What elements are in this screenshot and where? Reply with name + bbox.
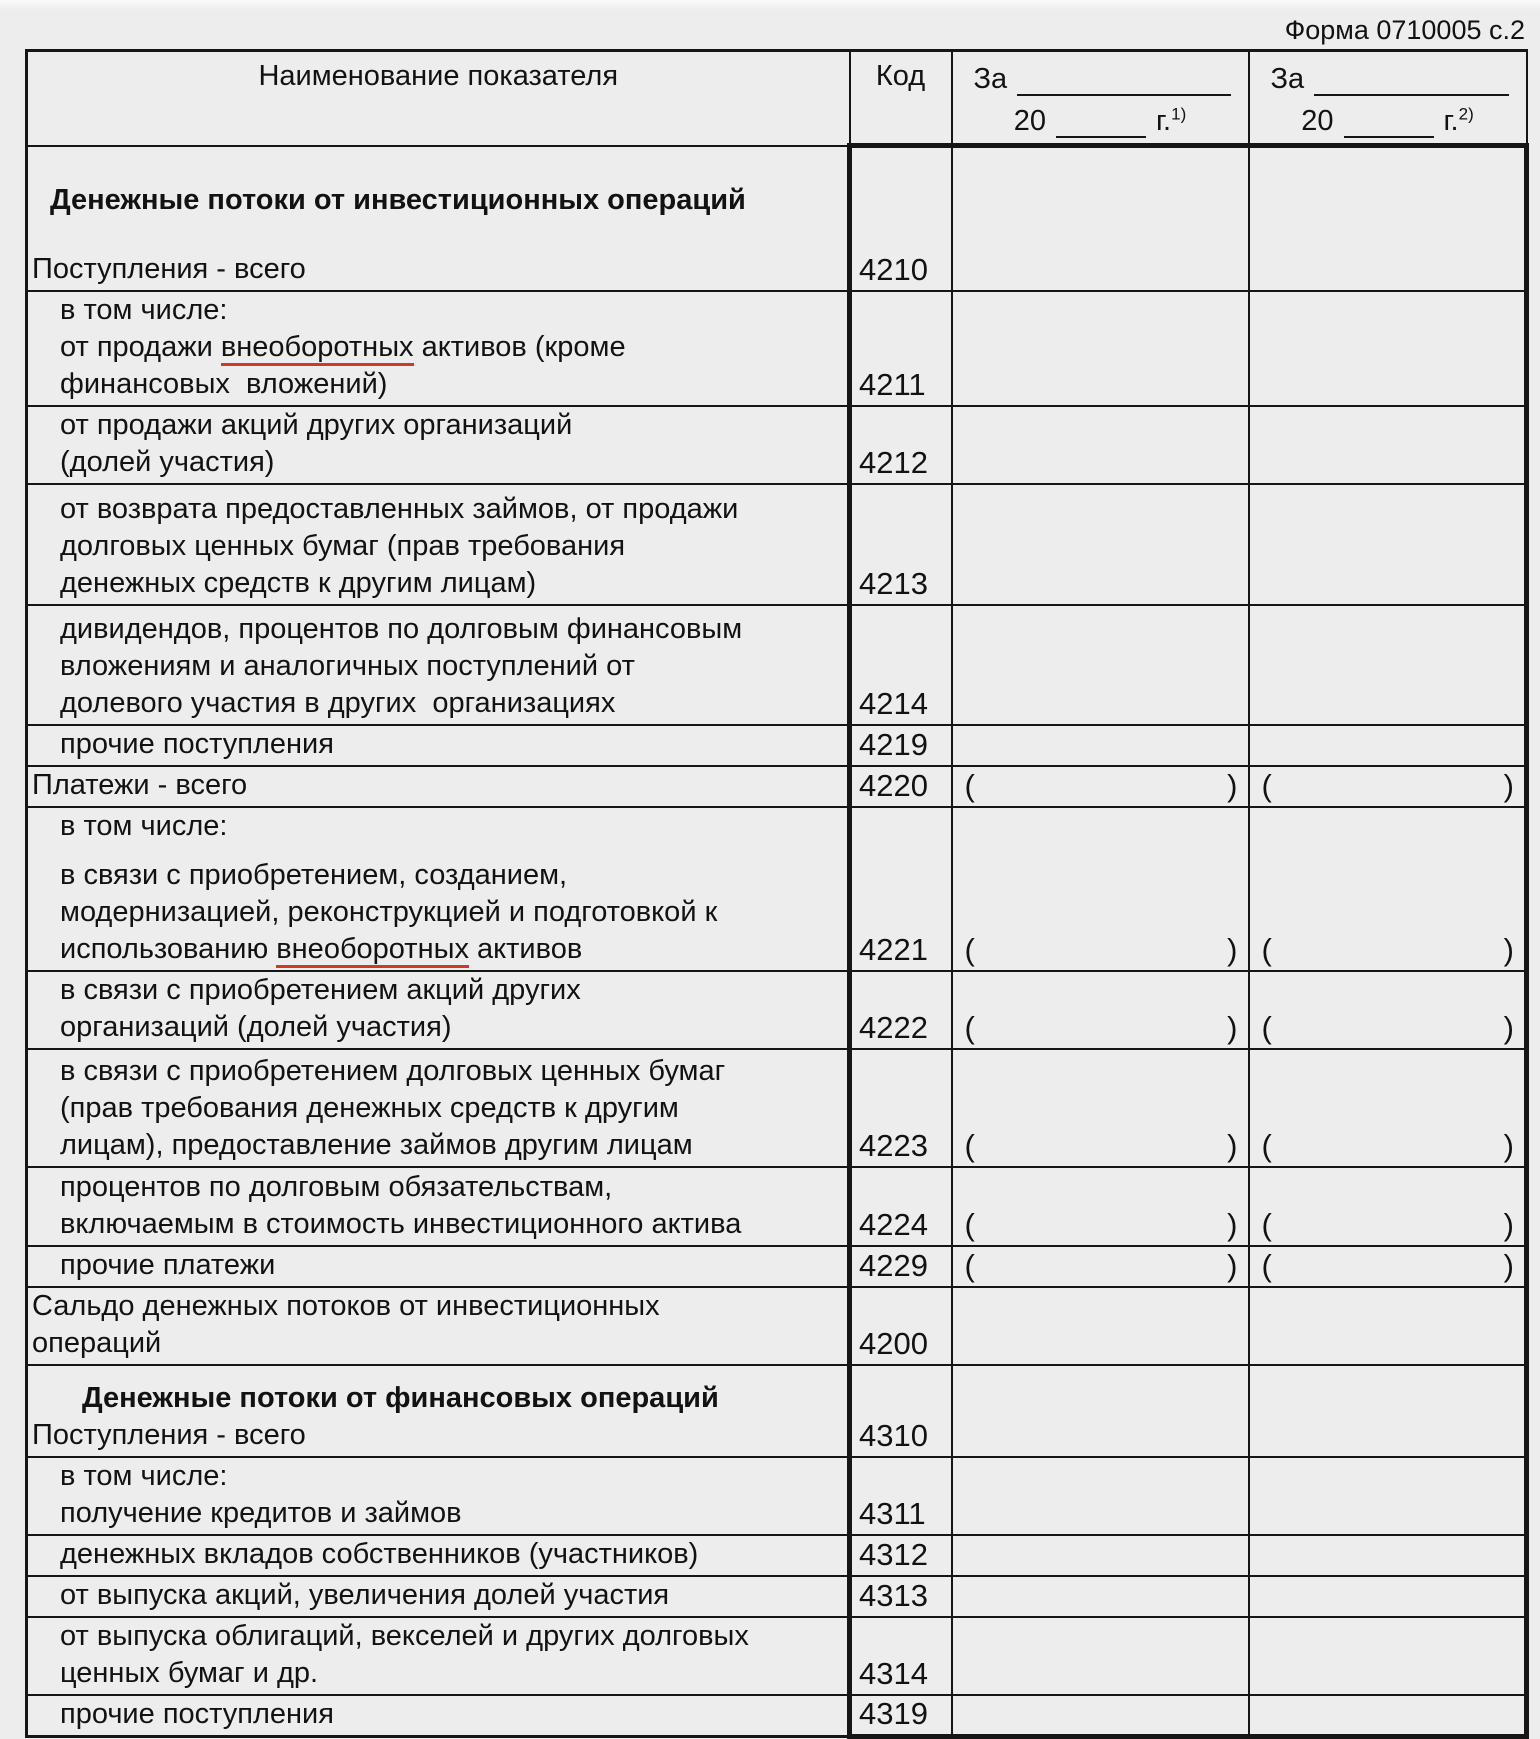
- row-code-cell: 4219: [850, 725, 952, 766]
- row-label-line: (долей участия): [60, 445, 275, 478]
- row-sublabel: в том числе:: [60, 293, 228, 326]
- row-value-cell-2: [1249, 1365, 1527, 1457]
- row-label-line: Поступления - всего: [32, 252, 306, 285]
- row-value-cell-2: [1249, 807, 1527, 971]
- table-row: [27, 146, 1527, 291]
- row-code-cell: 4229: [850, 1246, 952, 1287]
- table-row: [27, 1535, 1527, 1576]
- row-label-cell: [27, 807, 850, 971]
- row-label-cell: [27, 1535, 850, 1576]
- open-paren: (: [1261, 931, 1272, 967]
- open-paren: (: [964, 931, 975, 967]
- close-paren: ): [1227, 1206, 1238, 1242]
- amount-parentheses: [954, 1249, 1247, 1285]
- amount-parentheses: [954, 1208, 1247, 1244]
- table-body: [27, 146, 1527, 1737]
- row-label-line: прочие поступления: [60, 1697, 334, 1730]
- table-row: [27, 971, 1527, 1049]
- amount-parentheses: [954, 1011, 1247, 1047]
- row-label-line: от продажи внеоборотных активов (кроме: [32, 329, 841, 366]
- year-suffix: г.$^{1)}$: [1156, 104, 1187, 137]
- row-value-cell-2: [1249, 406, 1527, 484]
- row-label-line: (прав требования денежных средств к другим: [60, 1091, 679, 1124]
- col-header-period-2: [1249, 51, 1527, 146]
- row-label-line: использованию внеоборотных активов: [32, 931, 841, 968]
- row-label-cell: [27, 484, 850, 605]
- table-row: [27, 1457, 1527, 1535]
- row-value-cell-1: [952, 1246, 1249, 1287]
- row-value-cell-1: [952, 807, 1249, 971]
- amount-parentheses: [1251, 1129, 1524, 1165]
- close-paren: ): [1503, 1127, 1514, 1163]
- table-row: [27, 807, 1527, 971]
- table-row: [27, 766, 1527, 807]
- blank-underline: [1344, 134, 1434, 138]
- spellcheck-underline: внеоборотных: [276, 933, 469, 968]
- row-value-cell-1: [952, 1365, 1249, 1457]
- row-value-cell-2: [1249, 1617, 1527, 1695]
- row-value-cell-2: [1249, 1287, 1527, 1365]
- row-value-cell-1: [952, 971, 1249, 1049]
- amount-parentheses: [1251, 1208, 1524, 1244]
- row-code-cell: 4222: [850, 971, 952, 1049]
- blank-underline: [1017, 92, 1230, 96]
- row-label-cell: [27, 1576, 850, 1617]
- open-paren: (: [1261, 767, 1272, 803]
- open-paren: (: [1261, 1247, 1272, 1283]
- row-value-cell-1: [952, 1287, 1249, 1365]
- row-value-cell-2: [1249, 1049, 1527, 1167]
- year-prefix: 20: [1013, 105, 1047, 137]
- row-label-cell: [27, 971, 850, 1049]
- row-code-cell: 4221: [850, 807, 952, 971]
- row-label-line: прочие поступления: [60, 727, 334, 760]
- year-suffix: г.$^{2)}$: [1443, 104, 1474, 137]
- row-label-cell: [27, 1287, 850, 1365]
- row-label-cell: [27, 725, 850, 766]
- row-value-cell-2: [1249, 1535, 1527, 1576]
- row-label-line: получение кредитов и займов: [60, 1496, 462, 1529]
- row-value-cell-2: [1249, 291, 1527, 406]
- row-value-cell-1: [952, 1695, 1249, 1737]
- row-label-line: в связи с приобретением долговых ценных бумаг: [60, 1054, 726, 1087]
- row-code-cell: 4311: [850, 1457, 952, 1535]
- close-paren: ): [1503, 767, 1514, 803]
- row-code-cell: 4212: [850, 406, 952, 484]
- close-paren: ): [1227, 1009, 1238, 1045]
- close-paren: ): [1227, 1127, 1238, 1163]
- period-2-line-2: [1251, 96, 1525, 142]
- row-value-cell-2: [1249, 1695, 1527, 1737]
- row-value-cell-2: [1249, 484, 1527, 605]
- open-paren: (: [964, 1127, 975, 1163]
- row-label-cell: [27, 1617, 850, 1695]
- table-row: [27, 406, 1527, 484]
- row-code-cell: 4310: [850, 1365, 952, 1457]
- row-label-cell: [27, 146, 850, 291]
- row-value-cell-1: [952, 1576, 1249, 1617]
- section-heading: Денежные потоки от финансовых операций: [82, 1381, 719, 1414]
- row-label-line: денежных средств к другим лицам): [60, 566, 537, 599]
- col-header-indicator-name: Наименование показателя: [27, 51, 850, 146]
- row-label-line: в связи с приобретением, созданием,: [60, 858, 568, 891]
- scan-edge-artifact: [0, 0, 1540, 10]
- close-paren: ): [1503, 1206, 1514, 1242]
- row-label-cell: [27, 605, 850, 725]
- table-row: [27, 1365, 1527, 1457]
- row-label-line: модернизацией, реконструкцией и подготовкой к: [60, 895, 718, 928]
- row-code-cell: 4224: [850, 1167, 952, 1246]
- open-paren: (: [1261, 1127, 1272, 1163]
- row-label-line: Поступления - всего: [32, 1418, 306, 1451]
- col-header-code: Код: [850, 51, 952, 146]
- row-value-cell-2: [1249, 146, 1527, 291]
- close-paren: ): [1503, 931, 1514, 967]
- row-label-line: от выпуска акций, увеличения долей участия: [60, 1578, 670, 1611]
- row-label-cell: [27, 766, 850, 807]
- row-code-cell: 4312: [850, 1535, 952, 1576]
- row-label-line: в связи с приобретением акций других: [60, 973, 581, 1006]
- row-sublabel: в том числе:: [60, 1459, 228, 1492]
- amount-parentheses: [954, 769, 1247, 805]
- table-row: [27, 1246, 1527, 1287]
- row-label-cell: [27, 406, 850, 484]
- table-row: [27, 1617, 1527, 1695]
- row-value-cell-2: [1249, 1576, 1527, 1617]
- row-label-line: долевого участия в других организациях: [60, 686, 616, 719]
- row-value-cell-2: [1249, 766, 1527, 807]
- row-label-line: финансовых вложений): [60, 367, 388, 400]
- row-label-line: от продажи акций других организаций: [60, 408, 573, 441]
- amount-parentheses: [1251, 1011, 1524, 1047]
- amount-parentheses: [954, 1129, 1247, 1165]
- row-code-cell: 4211: [850, 291, 952, 406]
- period-2-line-1: [1251, 60, 1525, 96]
- row-label-line: вложениям и аналогичных поступлений от: [60, 649, 635, 682]
- row-code-cell: 4200: [850, 1287, 952, 1365]
- row-value-cell-2: [1249, 605, 1527, 725]
- row-value-cell-1: [952, 725, 1249, 766]
- row-value-cell-1: [952, 1457, 1249, 1535]
- row-value-cell-1: [952, 1535, 1249, 1576]
- close-paren: ): [1227, 767, 1238, 803]
- row-value-cell-1: [952, 484, 1249, 605]
- table-row: [27, 725, 1527, 766]
- row-label-line: прочие платежи: [60, 1248, 276, 1281]
- footnote-marker: 1): [1171, 104, 1187, 124]
- row-value-cell-2: [1249, 1457, 1527, 1535]
- row-label-line: операций: [32, 1326, 162, 1359]
- row-value-cell-2: [1249, 1246, 1527, 1287]
- amount-parentheses: [954, 933, 1247, 969]
- row-label-cell: [27, 1167, 850, 1246]
- row-code-cell: 4210: [850, 146, 952, 291]
- row-label-cell: [27, 1457, 850, 1535]
- row-label-line: денежных вкладов собственников (участников): [60, 1537, 699, 1570]
- row-code-cell: 4220: [850, 766, 952, 807]
- close-paren: ): [1503, 1009, 1514, 1045]
- row-label-line: организаций (долей участия): [60, 1010, 452, 1043]
- row-label-line: дивидендов, процентов по долговым финансовым: [60, 612, 743, 645]
- row-label-cell: [27, 1049, 850, 1167]
- row-code-cell: 4213: [850, 484, 952, 605]
- period-1-line-1: [954, 60, 1247, 96]
- open-paren: (: [964, 1206, 975, 1242]
- close-paren: ): [1503, 1247, 1514, 1283]
- amount-parentheses: [1251, 933, 1524, 969]
- row-code-cell: 4313: [850, 1576, 952, 1617]
- row-label-cell: [27, 291, 850, 406]
- open-paren: (: [964, 767, 975, 803]
- amount-parentheses: [1251, 769, 1524, 805]
- spellcheck-underline: внеоборотных: [221, 331, 414, 366]
- table-row: [27, 484, 1527, 605]
- row-label-line: долговых ценных бумаг (прав требования: [60, 529, 626, 562]
- row-value-cell-1: [952, 1167, 1249, 1246]
- row-label-cell: [27, 1246, 850, 1287]
- table-row: [27, 605, 1527, 725]
- table-row: [27, 1287, 1527, 1365]
- blank-underline: [1056, 134, 1146, 138]
- row-value-cell-1: [952, 291, 1249, 406]
- row-value-cell-1: [952, 1049, 1249, 1167]
- row-value-cell-2: [1249, 725, 1527, 766]
- blank-underline: [1314, 92, 1508, 96]
- row-label-line: процентов по долговым обязательствам,: [60, 1170, 613, 1203]
- row-code-cell: 4214: [850, 605, 952, 725]
- amount-parentheses: [1251, 1249, 1524, 1285]
- row-value-cell-2: [1249, 1167, 1527, 1246]
- col-header-period-1: [952, 51, 1249, 146]
- row-label-cell: [27, 1695, 850, 1737]
- za-label: За: [973, 63, 1008, 95]
- row-code-cell: 4314: [850, 1617, 952, 1695]
- section-heading: Денежные потоки от инвестиционных операций: [50, 183, 746, 216]
- year-prefix: 20: [1301, 105, 1334, 137]
- row-value-cell-2: [1249, 971, 1527, 1049]
- open-paren: (: [964, 1009, 975, 1045]
- close-paren: ): [1227, 1247, 1238, 1283]
- row-label-line: Платежи - всего: [32, 768, 248, 801]
- row-sublabel: в том числе:: [60, 809, 228, 842]
- row-code-cell: 4319: [850, 1695, 952, 1737]
- row-label-line: от возврата предоставленных займов, от продажи: [60, 492, 739, 525]
- row-label-line: ценных бумаг и др.: [60, 1656, 319, 1689]
- close-paren: ): [1227, 931, 1238, 967]
- period-1-line-2: [954, 96, 1247, 142]
- row-label-line: Сальдо денежных потоков от инвестиционных: [32, 1289, 660, 1322]
- row-label-line: лицам), предоставление займов другим лицам: [60, 1128, 693, 1161]
- row-label-line: включаемым в стоимость инвестиционного актива: [60, 1207, 742, 1240]
- row-value-cell-1: [952, 605, 1249, 725]
- table-row: [27, 1049, 1527, 1167]
- form-number-label: Форма 0710005 с.2: [1284, 15, 1525, 45]
- page: [0, 10, 1540, 1739]
- open-paren: (: [1261, 1206, 1272, 1242]
- row-label-line: от выпуска облигаций, векселей и других долговых: [60, 1619, 749, 1652]
- table-header-row: [27, 51, 1527, 146]
- open-paren: (: [1261, 1009, 1272, 1045]
- row-value-cell-1: [952, 406, 1249, 484]
- row-value-cell-1: [952, 146, 1249, 291]
- table-row: [27, 1695, 1527, 1737]
- row-value-cell-1: [952, 1617, 1249, 1695]
- row-label-cell: [27, 1365, 850, 1457]
- row-value-cell-1: [952, 766, 1249, 807]
- open-paren: (: [964, 1247, 975, 1283]
- za-label: За: [1270, 63, 1305, 95]
- footnote-marker: 2): [1458, 104, 1474, 124]
- cash-flow-table: [25, 49, 1529, 1739]
- table-row: [27, 291, 1527, 406]
- row-code-cell: 4223: [850, 1049, 952, 1167]
- table-row: [27, 1576, 1527, 1617]
- table-row: [27, 1167, 1527, 1246]
